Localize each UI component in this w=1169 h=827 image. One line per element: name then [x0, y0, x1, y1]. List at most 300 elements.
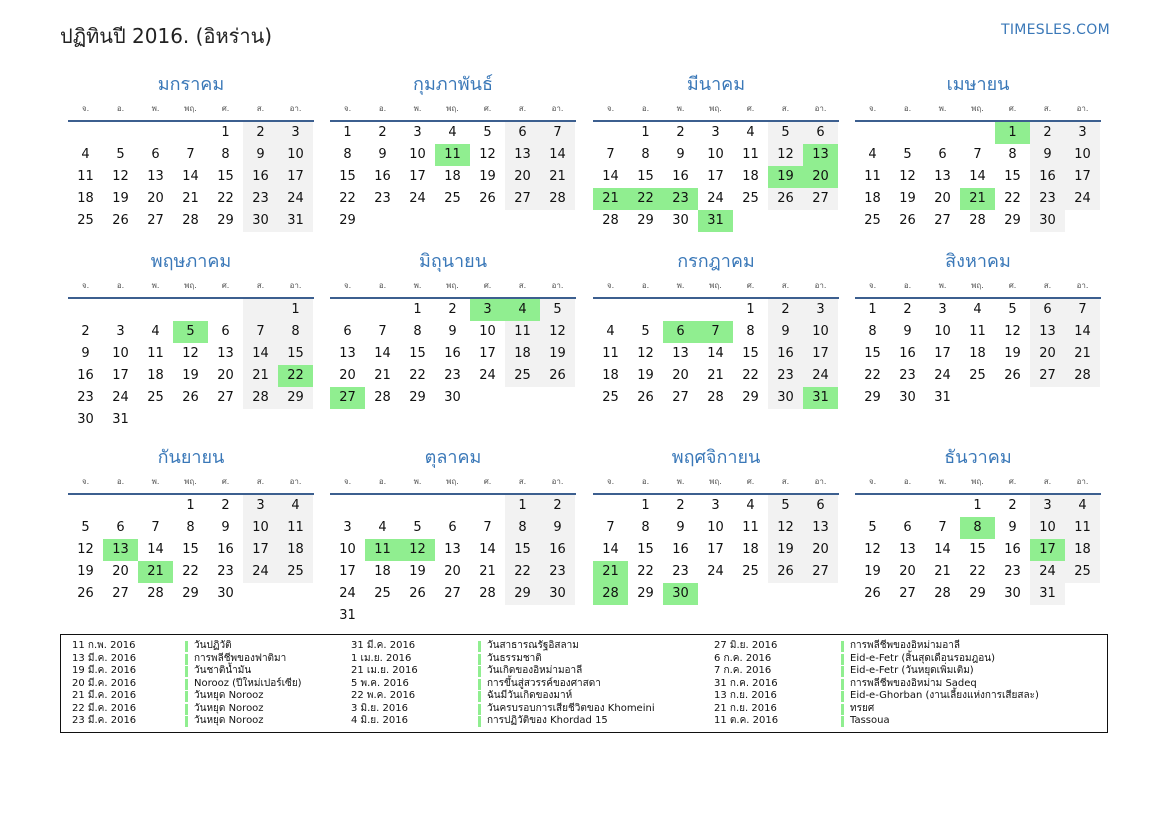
- weekday-label: พฤ.: [184, 477, 197, 486]
- weekday-label: อา.: [814, 281, 827, 290]
- day-cell: 11: [864, 169, 881, 184]
- day-cell: 30: [768, 387, 803, 409]
- holiday-marker: [478, 666, 481, 677]
- holiday-date: 5 พ.ค. 2016: [351, 677, 409, 689]
- day-cell: 20: [112, 564, 129, 579]
- day-cell: 11: [365, 539, 400, 561]
- weekday-label: จ.: [606, 477, 615, 486]
- weekday-label: อา.: [551, 104, 564, 113]
- holiday-name: การขึ้นสู่สวรรค์ของศาสดา: [487, 677, 601, 689]
- day-cell: 22: [1004, 191, 1021, 206]
- weekday-header: [855, 100, 1101, 122]
- day-cell: 16: [217, 542, 234, 557]
- day-cell: 1: [186, 498, 195, 513]
- weekday-label: ส.: [781, 477, 790, 486]
- empty-cell: [540, 387, 575, 409]
- day-cell: 15: [742, 346, 759, 361]
- day-cell: 21: [374, 368, 391, 383]
- weekday-label: ส.: [781, 104, 790, 113]
- holiday-row: [351, 703, 711, 716]
- weekday-label: พ.: [938, 477, 947, 486]
- day-cell: 11: [742, 520, 759, 535]
- holiday-marker: [841, 666, 844, 677]
- day-cell: 2: [221, 498, 230, 513]
- day-cell: 2: [768, 299, 803, 321]
- empty-cell: [803, 210, 838, 232]
- day-cell: 15: [217, 169, 234, 184]
- holiday-date: 31 มี.ค. 2016: [351, 640, 416, 651]
- day-cell: 12: [768, 144, 803, 166]
- day-cell: 17: [803, 343, 838, 365]
- empty-cell: [470, 605, 505, 627]
- day-cell: 11: [278, 517, 313, 539]
- day-cell: 12: [400, 539, 435, 561]
- day-cell: 30: [672, 213, 689, 228]
- weekday-label: อา.: [814, 477, 827, 486]
- day-cell: 4: [378, 520, 387, 535]
- month-may: [68, 247, 314, 431]
- empty-cell: [698, 583, 733, 605]
- weekday-header: [68, 277, 314, 299]
- day-cell: 25: [742, 564, 759, 579]
- empty-cell: [855, 495, 890, 517]
- day-cell: 16: [444, 346, 461, 361]
- day-cell: 6: [1030, 299, 1065, 321]
- holiday-date: 1 เม.ย. 2016: [351, 652, 412, 664]
- empty-cell: [733, 583, 768, 605]
- day-cell: 30: [663, 583, 698, 605]
- empty-cell: [243, 583, 278, 605]
- day-grid: [593, 495, 839, 605]
- day-cell: 15: [637, 169, 654, 184]
- day-cell: 23: [374, 191, 391, 206]
- day-cell: 13: [147, 169, 164, 184]
- day-cell: 18: [77, 191, 94, 206]
- day-cell: 21: [182, 191, 199, 206]
- day-cell: 19: [1004, 346, 1021, 361]
- day-cell: 24: [934, 368, 951, 383]
- weekday-label: จ.: [606, 281, 615, 290]
- weekday-label: จ.: [868, 104, 877, 113]
- day-cell: 19: [182, 368, 199, 383]
- day-grid: [855, 495, 1101, 605]
- empty-cell: [768, 583, 803, 605]
- holiday-name: วันหยุด Norooz: [194, 690, 264, 701]
- holiday-name: การพลีชีพของฟาติมา: [194, 652, 287, 664]
- day-cell: 16: [243, 166, 278, 188]
- month-september: [68, 443, 314, 605]
- empty-cell: [470, 210, 505, 232]
- day-cell: 11: [1065, 517, 1100, 539]
- day-cell: 27: [112, 586, 129, 601]
- day-cell: 8: [221, 147, 230, 162]
- empty-cell: [733, 210, 768, 232]
- empty-cell: [138, 122, 173, 144]
- day-cell: 27: [217, 390, 234, 405]
- empty-cell: [68, 299, 103, 321]
- weekday-label: พ.: [151, 281, 160, 290]
- holiday-name: Eid-e-Fetr (สิ้นสุดเดือนรอมฎอน): [850, 652, 995, 664]
- brand-link[interactable]: TIMESLES.COM: [1001, 22, 1110, 38]
- day-cell: 6: [151, 147, 160, 162]
- day-cell: 1: [973, 498, 982, 513]
- day-cell: 4: [151, 324, 160, 339]
- day-cell: 21: [593, 561, 628, 583]
- day-cell: 24: [278, 188, 313, 210]
- empty-cell: [103, 122, 138, 144]
- day-cell: 9: [903, 324, 912, 339]
- day-cell: 5: [116, 147, 125, 162]
- holiday-name: การพลีชีพของอิหม่าม Sadeq: [850, 677, 977, 689]
- weekday-label: อ.: [903, 477, 912, 486]
- empty-cell: [365, 210, 400, 232]
- day-cell: 24: [479, 368, 496, 383]
- weekday-label: พฤ.: [446, 104, 459, 113]
- day-cell: 6: [803, 495, 838, 517]
- day-cell: 27: [934, 213, 951, 228]
- day-cell: 23: [672, 564, 689, 579]
- month-name: มีนาคม: [686, 74, 746, 95]
- empty-cell: [243, 409, 278, 431]
- holiday-column: [714, 640, 1104, 728]
- weekday-label: อา.: [289, 281, 302, 290]
- holiday-row: [351, 665, 711, 678]
- day-cell: 3: [116, 324, 125, 339]
- holiday-marker: [841, 654, 844, 665]
- day-cell: 6: [448, 520, 457, 535]
- day-cell: 7: [1065, 299, 1100, 321]
- day-cell: 17: [112, 368, 129, 383]
- holiday-date: 20 มี.ค. 2016: [72, 677, 137, 689]
- day-cell: 25: [444, 191, 461, 206]
- day-grid: [593, 299, 839, 409]
- holiday-list: [60, 634, 1108, 733]
- weekday-label: พ.: [413, 104, 422, 113]
- day-cell: 14: [969, 169, 986, 184]
- day-cell: 27: [803, 561, 838, 583]
- day-cell: 7: [973, 147, 982, 162]
- day-cell: 23: [663, 188, 698, 210]
- day-cell: 5: [81, 520, 90, 535]
- empty-cell: [138, 299, 173, 321]
- day-cell: 8: [505, 517, 540, 539]
- weekday-header: [68, 473, 314, 495]
- day-cell: 17: [339, 564, 356, 579]
- holiday-date: 21 มี.ค. 2016: [72, 690, 137, 701]
- day-cell: 23: [540, 561, 575, 583]
- day-cell: 24: [707, 191, 724, 206]
- day-grid: [68, 299, 314, 431]
- day-cell: 24: [112, 390, 129, 405]
- day-cell: 19: [768, 539, 803, 561]
- month-october: [330, 443, 576, 627]
- day-cell: 31: [112, 412, 129, 427]
- day-cell: 18: [1065, 539, 1100, 561]
- day-cell: 14: [147, 542, 164, 557]
- holiday-row: [714, 715, 1104, 728]
- empty-cell: [960, 122, 995, 144]
- weekday-label: ส.: [518, 477, 527, 486]
- day-cell: 9: [221, 520, 230, 535]
- day-cell: 2: [243, 122, 278, 144]
- holiday-row: [714, 653, 1104, 666]
- empty-cell: [890, 122, 925, 144]
- day-cell: 20: [672, 368, 689, 383]
- day-cell: 7: [186, 147, 195, 162]
- day-cell: 7: [606, 520, 615, 535]
- holiday-marker: [185, 641, 188, 652]
- weekday-label: อ.: [378, 281, 387, 290]
- day-cell: 1: [995, 122, 1030, 144]
- day-cell: 10: [1065, 144, 1100, 166]
- day-cell: 1: [413, 302, 422, 317]
- day-cell: 30: [77, 412, 94, 427]
- day-cell: 20: [339, 368, 356, 383]
- day-cell: 16: [540, 539, 575, 561]
- weekday-label: ศ.: [221, 477, 230, 486]
- day-cell: 22: [339, 191, 356, 206]
- day-cell: 8: [343, 147, 352, 162]
- holiday-marker: [841, 679, 844, 690]
- empty-cell: [925, 122, 960, 144]
- holiday-row: [714, 678, 1104, 691]
- day-cell: 21: [540, 166, 575, 188]
- holiday-date: 11 ก.พ. 2016: [72, 640, 136, 651]
- weekday-label: ศ.: [483, 477, 492, 486]
- weekday-label: อา.: [1076, 281, 1089, 290]
- empty-cell: [768, 210, 803, 232]
- holiday-name: การปฏิวัติของ Khordad 15: [487, 715, 608, 726]
- day-cell: 8: [868, 324, 877, 339]
- day-cell: 8: [960, 517, 995, 539]
- day-cell: 9: [1008, 520, 1017, 535]
- day-cell: 26: [77, 586, 94, 601]
- day-cell: 12: [1004, 324, 1021, 339]
- day-cell: 29: [278, 387, 313, 409]
- empty-cell: [278, 409, 313, 431]
- day-cell: 22: [628, 188, 663, 210]
- day-cell: 11: [742, 147, 759, 162]
- day-cell: 14: [540, 144, 575, 166]
- day-cell: 24: [409, 191, 426, 206]
- holiday-marker: [478, 641, 481, 652]
- weekday-label: พ.: [413, 477, 422, 486]
- day-cell: 3: [413, 125, 422, 140]
- day-cell: 3: [278, 122, 313, 144]
- empty-cell: [208, 299, 243, 321]
- day-cell: 17: [934, 346, 951, 361]
- weekday-label: พฤ.: [184, 281, 197, 290]
- weekday-label: อา.: [1076, 104, 1089, 113]
- day-cell: 4: [1065, 495, 1100, 517]
- empty-cell: [173, 122, 208, 144]
- month-name: มิถุนายน: [418, 251, 488, 272]
- day-cell: 1: [343, 125, 352, 140]
- holiday-name: วันครบรอบการเสียชีวิตของ Khomeini: [487, 702, 655, 714]
- weekday-label: ศ.: [1008, 104, 1017, 113]
- weekday-label: อ.: [903, 281, 912, 290]
- day-cell: 12: [540, 321, 575, 343]
- empty-cell: [435, 605, 470, 627]
- weekday-label: จ.: [81, 104, 90, 113]
- day-cell: 19: [637, 368, 654, 383]
- day-cell: 28: [1065, 365, 1100, 387]
- empty-cell: [995, 387, 1030, 409]
- day-cell: 29: [217, 213, 234, 228]
- day-cell: 31: [1030, 583, 1065, 605]
- day-cell: 24: [339, 586, 356, 601]
- day-cell: 3: [803, 299, 838, 321]
- day-cell: 15: [505, 539, 540, 561]
- weekday-label: พฤ.: [709, 281, 722, 290]
- day-cell: 16: [1004, 542, 1021, 557]
- empty-cell: [540, 210, 575, 232]
- day-cell: 15: [278, 343, 313, 365]
- day-cell: 10: [934, 324, 951, 339]
- day-cell: 17: [409, 169, 426, 184]
- day-cell: 8: [746, 324, 755, 339]
- empty-cell: [435, 495, 470, 517]
- weekday-label: อ.: [641, 281, 650, 290]
- holiday-row: [72, 640, 372, 653]
- day-cell: 21: [960, 188, 995, 210]
- day-cell: 7: [540, 122, 575, 144]
- day-cell: 30: [1030, 210, 1065, 232]
- holiday-marker: [841, 691, 844, 702]
- day-cell: 2: [1030, 122, 1065, 144]
- day-cell: 16: [672, 169, 689, 184]
- day-cell: 29: [409, 390, 426, 405]
- day-cell: 1: [868, 302, 877, 317]
- day-cell: 11: [505, 321, 540, 343]
- weekday-label: อา.: [289, 477, 302, 486]
- weekday-label: พ.: [676, 281, 685, 290]
- day-cell: 26: [899, 213, 916, 228]
- holiday-date: 13 มี.ค. 2016: [72, 652, 137, 664]
- weekday-label: ส.: [781, 281, 790, 290]
- weekday-label: ส.: [518, 104, 527, 113]
- holiday-column: [351, 640, 711, 728]
- day-cell: 17: [1030, 539, 1065, 561]
- empty-cell: [470, 495, 505, 517]
- day-cell: 12: [479, 147, 496, 162]
- month-name: สิงหาคม: [945, 251, 1011, 272]
- day-cell: 25: [505, 365, 540, 387]
- holiday-date: 13 ก.ย. 2016: [714, 690, 777, 701]
- weekday-label: พ.: [151, 104, 160, 113]
- day-cell: 26: [540, 365, 575, 387]
- weekday-label: ศ.: [221, 104, 230, 113]
- day-cell: 14: [707, 346, 724, 361]
- day-cell: 1: [641, 125, 650, 140]
- day-cell: 27: [899, 586, 916, 601]
- day-cell: 18: [278, 539, 313, 561]
- weekday-label: อา.: [551, 281, 564, 290]
- day-cell: 12: [637, 346, 654, 361]
- holiday-row: [351, 653, 711, 666]
- day-cell: 7: [378, 324, 387, 339]
- day-cell: 17: [1065, 166, 1100, 188]
- day-cell: 8: [641, 147, 650, 162]
- day-cell: 9: [676, 520, 685, 535]
- day-cell: 10: [112, 346, 129, 361]
- day-cell: 15: [637, 542, 654, 557]
- day-cell: 13: [505, 144, 540, 166]
- holiday-date: 31 ก.ค. 2016: [714, 677, 778, 689]
- month-march: [593, 70, 839, 232]
- day-cell: 19: [77, 564, 94, 579]
- day-cell: 18: [969, 346, 986, 361]
- month-name: เมษายน: [946, 74, 1010, 95]
- day-cell: 17: [479, 346, 496, 361]
- empty-cell: [243, 299, 278, 321]
- month-june: [330, 247, 576, 409]
- day-cell: 28: [602, 213, 619, 228]
- weekday-label: พฤ.: [709, 104, 722, 113]
- day-cell: 10: [1030, 517, 1065, 539]
- day-cell: 6: [803, 122, 838, 144]
- day-cell: 8: [186, 520, 195, 535]
- empty-cell: [593, 299, 628, 321]
- day-cell: 5: [641, 324, 650, 339]
- weekday-header: [593, 100, 839, 122]
- empty-cell: [173, 299, 208, 321]
- day-cell: 23: [899, 368, 916, 383]
- empty-cell: [365, 495, 400, 517]
- holiday-row: [714, 703, 1104, 716]
- day-cell: 28: [934, 586, 951, 601]
- weekday-label: พฤ.: [446, 281, 459, 290]
- day-cell: 28: [243, 387, 278, 409]
- day-cell: 9: [81, 346, 90, 361]
- day-cell: 2: [903, 302, 912, 317]
- holiday-name: Eid-e-Fetr (วันหยุดเพิ่มเติม): [850, 665, 974, 676]
- day-cell: 22: [864, 368, 881, 383]
- day-cell: 31: [803, 387, 838, 409]
- holiday-row: [714, 665, 1104, 678]
- holiday-row: [72, 665, 372, 678]
- holiday-date: 19 มี.ค. 2016: [72, 665, 137, 676]
- holiday-name: ฉันมีวันเกิดของมาห์: [487, 690, 573, 701]
- weekday-label: ส.: [1043, 477, 1052, 486]
- day-cell: 30: [540, 583, 575, 605]
- day-cell: 3: [243, 495, 278, 517]
- day-cell: 13: [103, 539, 138, 561]
- month-february: [330, 70, 576, 232]
- day-cell: 13: [803, 517, 838, 539]
- weekday-label: อ.: [378, 104, 387, 113]
- day-cell: 8: [641, 520, 650, 535]
- day-cell: 4: [448, 125, 457, 140]
- month-name: กันยายน: [157, 447, 225, 468]
- day-cell: 6: [938, 147, 947, 162]
- day-cell: 1: [641, 498, 650, 513]
- day-cell: 24: [243, 561, 278, 583]
- day-cell: 29: [1004, 213, 1021, 228]
- weekday-label: ส.: [518, 281, 527, 290]
- day-cell: 11: [602, 346, 619, 361]
- day-cell: 3: [938, 302, 947, 317]
- day-cell: 2: [448, 302, 457, 317]
- holiday-marker: [185, 691, 188, 702]
- weekday-label: ศ.: [1008, 281, 1017, 290]
- day-cell: 3: [470, 299, 505, 321]
- day-cell: 29: [742, 390, 759, 405]
- day-cell: 29: [339, 213, 356, 228]
- empty-cell: [330, 299, 365, 321]
- day-cell: 26: [182, 390, 199, 405]
- holiday-date: 22 พ.ค. 2016: [351, 690, 416, 701]
